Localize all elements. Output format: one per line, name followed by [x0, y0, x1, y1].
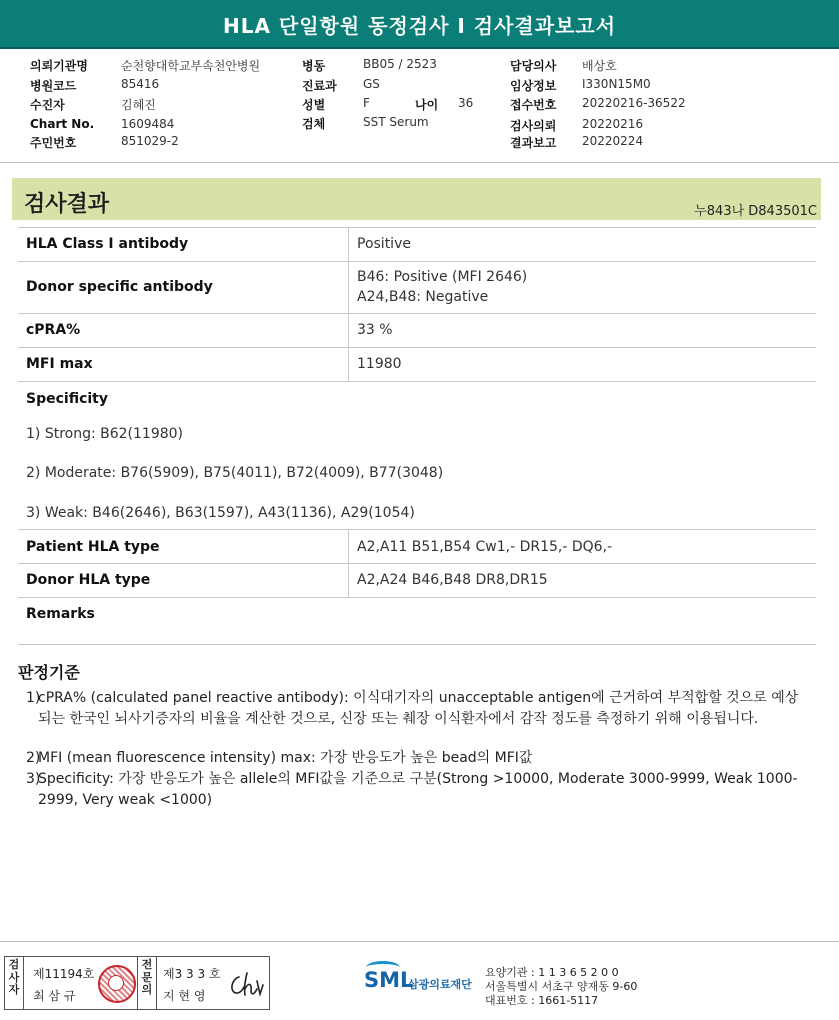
hospital-code-label: 병원코드	[30, 79, 77, 93]
department-value: GS	[363, 77, 380, 91]
resident-no-value: 851029-2	[121, 134, 179, 148]
specificity-weak: 3) Weak: B46(2646), B63(1597), A43(1136), A29(1054)	[26, 505, 415, 521]
ward-value: BB05 / 2523	[363, 57, 437, 71]
age-value: 36	[458, 96, 474, 110]
specificity-label: Specificity	[26, 391, 108, 407]
criteria-item	[26, 769, 811, 810]
table-row	[18, 228, 816, 262]
dsa-label: Donor specific antibody	[26, 279, 213, 295]
class1-value: Positive	[357, 236, 411, 252]
institution-address: 서울특별시 서초구 양재동 9-60	[485, 980, 638, 993]
report-date-label: 결과보고	[510, 136, 557, 150]
mfi-label: MFI max	[26, 356, 93, 372]
column-divider	[348, 314, 349, 347]
criteria-text: Specificity: 가장 반응도가 높은 allele의 MFI값을 기준으로 구분(Strong >10000, Moderate 3000-9999, Weak 1000-2999, Very weak <1000)	[38, 771, 798, 808]
table-row	[18, 314, 816, 348]
results-title: 검사결과	[24, 192, 110, 217]
hospital-label: 의뢰기관명	[30, 59, 88, 73]
sml-logo	[364, 962, 476, 1006]
doctor-label: 담당의사	[510, 59, 557, 73]
institution-phone: 대표번호 : 1661-5117	[485, 994, 599, 1007]
handwritten-signature-icon	[227, 971, 265, 999]
criteria-item	[26, 748, 811, 769]
dsa-value-1: B46: Positive (MFI 2646)	[357, 269, 528, 285]
hospital-code-value: 85416	[121, 77, 160, 91]
table-row	[18, 598, 816, 645]
receipt-no-label: 접수번호	[510, 98, 557, 112]
clinical-info-label: 임상정보	[510, 79, 557, 93]
request-date-value: 20220216	[582, 117, 644, 131]
column-divider	[348, 530, 349, 563]
column-divider	[348, 228, 349, 261]
official-seal-icon	[98, 965, 136, 1003]
ward-label: 병동	[302, 59, 326, 73]
cpra-value: 33 %	[357, 322, 393, 338]
patient-name-value: 김혜진	[121, 98, 156, 112]
table-row	[18, 564, 816, 598]
remarks-label: Remarks	[26, 606, 95, 622]
results-section-header	[12, 178, 821, 220]
criteria-text: cPRA% (calculated panel reactive antibody): 이식대기자의 unacceptable antigen에 근거하여 부적합할 것으로 예상되는 한국인 뇌사기증자의 비율을 계산한 것으로, 신장 또는 췌장 이식환자에서 감작 정도를 측정하기 위해 이용됩니다.	[38, 690, 799, 727]
patient-name-label: 수진자	[30, 98, 65, 112]
inspector-name: 최 삼 규	[33, 989, 76, 1003]
criteria-title: 판정기준	[18, 663, 80, 682]
reviewer-no: 제3 3 3 호	[163, 967, 221, 981]
sex-value: F	[363, 96, 370, 110]
receipt-no-value: 20220216-36522	[582, 96, 686, 110]
age-label: 나이	[415, 98, 439, 112]
logo-text: SML	[364, 968, 414, 992]
specificity-moderate: 2) Moderate: B76(5909), B75(4011), B72(4009), B77(3048)	[26, 465, 444, 481]
column-divider	[348, 262, 349, 313]
criteria-number: 2)	[26, 750, 41, 766]
inspector-no: 제11194호	[33, 967, 95, 981]
specimen-value: SST Serum	[363, 115, 429, 129]
sex-label: 성별	[302, 98, 326, 112]
specificity-strong: 1) Strong: B62(11980)	[26, 426, 184, 442]
reviewer-name: 지 현 영	[163, 989, 206, 1003]
logo-org: 삼광의료재단	[408, 978, 472, 991]
department-label: 진료과	[302, 79, 337, 93]
criteria-item	[26, 688, 811, 729]
column-divider	[348, 564, 349, 597]
patient-hla-label: Patient HLA type	[26, 539, 160, 555]
chart-no-label: Chart No.	[30, 117, 95, 131]
mfi-value: 11980	[357, 356, 402, 372]
cpra-label: cPRA%	[26, 322, 81, 338]
hospital-value: 순천향대학교부속천안병원	[121, 59, 261, 73]
resident-no-label: 주민번호	[30, 136, 77, 150]
report-date-value: 20220224	[582, 134, 644, 148]
criteria-number: 3)	[26, 771, 41, 787]
doctor-value: 배상호	[582, 59, 617, 73]
specimen-label: 검체	[302, 117, 326, 131]
report-title-bar	[0, 0, 839, 49]
table-row	[18, 530, 816, 564]
donor-hla-value: A2,A24 B46,B48 DR8,DR15	[357, 572, 548, 588]
criteria-number: 1)	[26, 690, 41, 706]
inspector-label: 검사자	[5, 957, 24, 1009]
table-row	[18, 262, 816, 314]
institution-code: 요양기관 : 1 1 3 6 5 2 0 0	[485, 966, 619, 979]
footer-divider	[0, 941, 839, 942]
patient-hla-value: A2,A11 B51,B54 Cw1,- DR15,- DQ6,-	[357, 539, 613, 555]
donor-hla-label: Donor HLA type	[26, 572, 151, 588]
reviewer-label: 전문의	[137, 957, 157, 1009]
clinical-info-value: I330N15M0	[582, 77, 651, 91]
header-divider	[0, 162, 839, 163]
results-code: 누843나 D843501C	[694, 204, 817, 219]
signature-box	[4, 956, 270, 1010]
report-title: HLA 단일항원 동정검사 I 검사결과보고서	[222, 14, 617, 38]
criteria-text: MFI (mean fluorescence intensity) max: 가장 반응도가 높은 bead의 MFI값	[38, 750, 533, 766]
dsa-value-2: A24,B48: Negative	[357, 289, 489, 305]
request-date-label: 검사의뢰	[510, 119, 557, 133]
table-row	[18, 348, 816, 382]
class1-label: HLA Class Ⅰ antibody	[26, 236, 189, 252]
chart-no-value: 1609484	[121, 117, 175, 131]
column-divider	[348, 348, 349, 381]
